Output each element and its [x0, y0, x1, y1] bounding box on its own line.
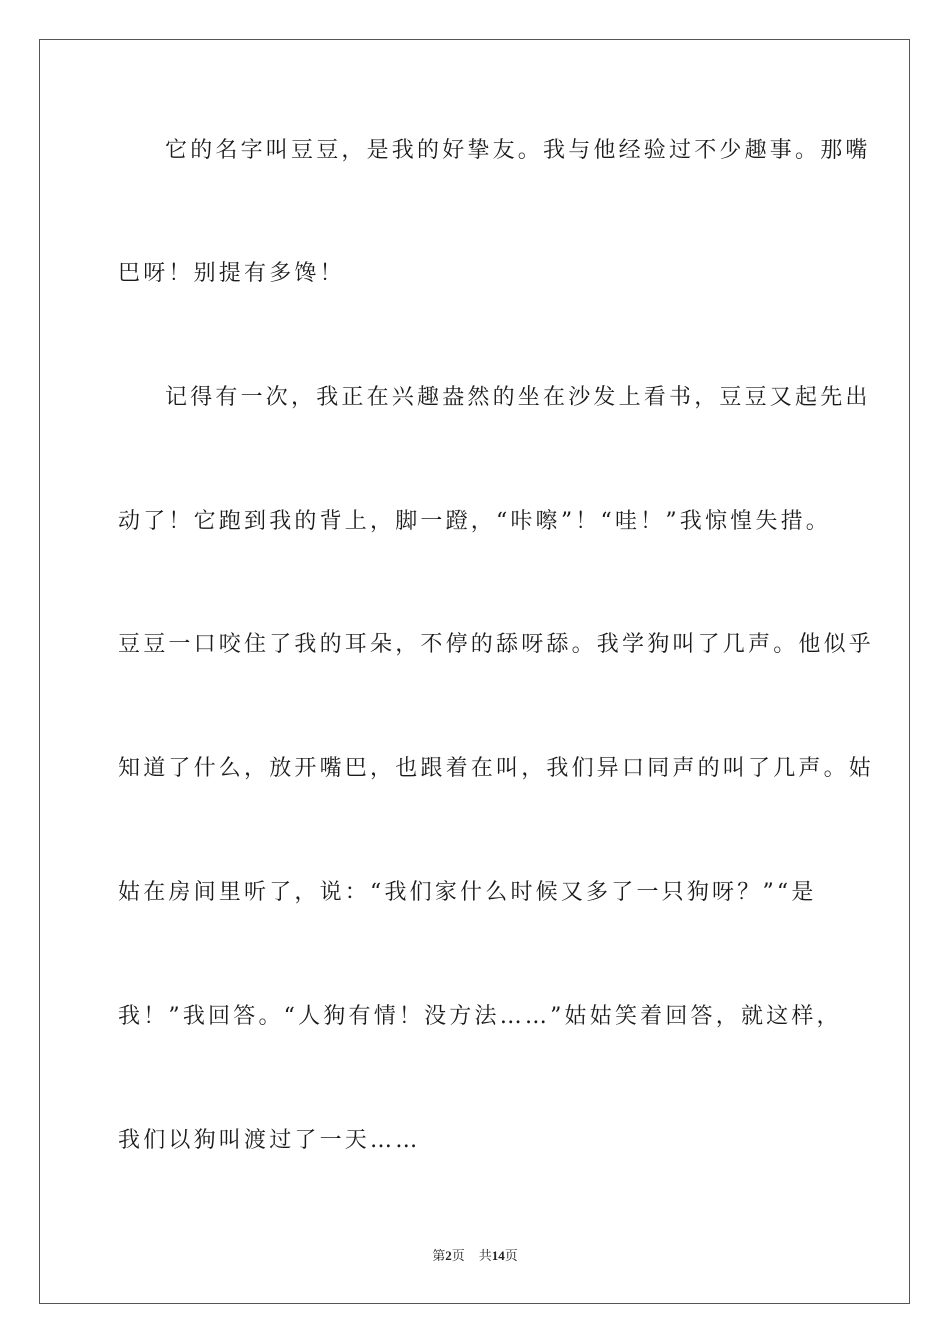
- page-border: [39, 39, 910, 1304]
- total-suffix: 页: [504, 1248, 518, 1263]
- paragraph-1-line-2: 巴呀！别提有多馋！: [118, 261, 345, 286]
- total-pages-number: 14: [491, 1248, 505, 1263]
- paragraph-2-line-5: 姑在房间里听了，说：“我们家什么时候又多了一只狗呀？”“是: [118, 880, 817, 905]
- paragraph-2-line-3: 豆豆一口咬住了我的耳朵，不停的舔呀舔。我学狗叫了几声。他似乎: [118, 632, 875, 657]
- paragraph-1-line-1: 它的名字叫豆豆，是我的好挚友。我与他经验过不少趣事。那嘴: [165, 138, 871, 163]
- paragraph-2-line-1: 记得有一次，我正在兴趣盎然的坐在沙发上看书，豆豆又起先出: [165, 385, 871, 410]
- paragraph-2-line-2: 动了！它跑到我的背上，脚一蹬，“咔嚓”！“哇！”我惊惶失措。: [118, 509, 831, 534]
- page-prefix: 第: [432, 1248, 446, 1263]
- page-footer: [0, 1247, 950, 1265]
- paragraph-2-line-6: 我！”我回答。“人狗有情！没方法……”姑姑笑着回答，就这样，: [118, 1004, 842, 1029]
- total-prefix: 共: [478, 1248, 492, 1263]
- paragraph-2-line-4: 知道了什么，放开嘴巴，也跟着在叫，我们异口同声的叫了几声。姑: [118, 756, 875, 781]
- page-suffix: 页: [451, 1248, 465, 1263]
- current-page-number: 2: [445, 1248, 452, 1263]
- paragraph-2-line-7: 我们以狗叫渡过了一天……: [118, 1128, 421, 1153]
